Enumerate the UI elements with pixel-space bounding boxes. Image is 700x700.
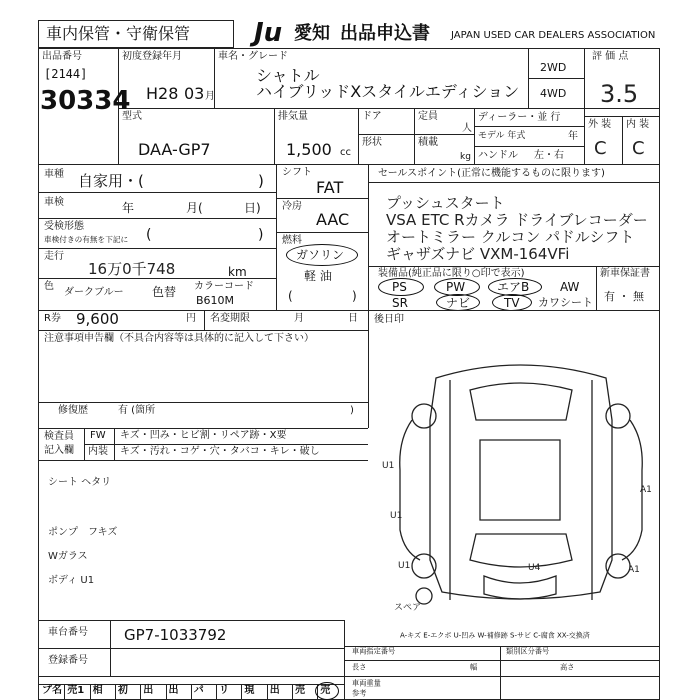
inspector-fw-items: キズ・凹み・ヒビ割・リペア跡・X要 [120,430,287,441]
sales-point-line2: VSA ETC Rカメラ ドライブレコーダー [386,211,648,229]
drive-4wd: 4WD [540,87,567,100]
equipment-label: 装備品(純正品に限り○印で表示) [378,268,525,279]
vehicle-type-label: 類別区分番号 [506,648,550,657]
height-label: 高さ [560,664,575,673]
lot-number: 30334 [40,86,131,116]
load-unit: kg [460,152,471,162]
name-change-month: 月 [294,313,304,324]
usage-label: 車種 [44,169,64,180]
inspection-day: 日) [244,201,261,215]
association-name: JAPAN USED CAR DEALERS ASSOCIATION [451,30,656,41]
dealer-label: ディーラー・並 行 [478,112,561,123]
lot-sub-number: [2144] [44,67,88,81]
load-label: 積載 [418,137,438,148]
reg-number-label: 登録番号 [48,655,88,666]
shift-value: FAT [316,178,344,197]
registration-month: 03 [184,84,205,103]
new-warranty-value: 有 ・ 無 [604,290,644,303]
warranty-sub: 車検付きの有無を下記に [44,235,129,245]
inspection-year: 年 [122,201,135,215]
length-label: 長さ [352,664,367,673]
mileage-label: 走行 [44,251,64,262]
door-label: ドア [362,111,382,122]
displacement-value: 1,500 [286,140,332,159]
footer-stamp-cell: 出 [269,685,280,696]
footer-stamp-cell: 売 [320,685,331,696]
damage-mark-4: U1 [398,561,411,571]
equipment-airbag: エアB [497,280,530,294]
footer-stamp-cell: 売1 [67,685,85,696]
fuel-close: ) [352,289,357,303]
inspector-interior-items: キズ・汚れ・コゲ・穴・タバコ・キレ・破し [120,446,320,457]
recycle-label: R券 [44,313,61,324]
name-change-label: 名変期限 [210,313,250,324]
registration-year: H28 [146,84,179,103]
ac-label: 冷房 [282,201,302,212]
registration-label: 初度登録年月 [122,51,182,62]
inspector-label1: 検査員 [44,431,74,442]
footer-stamp-cell: 売 [295,685,305,696]
ac-value: AAC [316,210,350,229]
type-label: 型式 [122,111,142,122]
usage-close: ) [258,172,264,190]
equipment-aw: AW [560,280,580,294]
inspection-month: 月( [186,201,203,215]
model-label: 車名・グレード [218,51,288,62]
footer-stamp-cell: 初 [117,685,128,696]
warranty-close: ) [258,227,264,243]
handwritten-note-glass: Wガラス [48,551,88,562]
recycle-unit: 円 [186,313,196,324]
footer-stamp-cell: 相 [92,685,103,696]
registration-month-unit: 月 [205,91,215,102]
color-label: 色 [44,281,54,292]
storage-label: 車内保管・守衛保管 [46,24,191,43]
model-year-label: モデル 年式 [478,131,526,141]
footer-stamp-cell: プ名 [42,685,62,696]
interior-value: C [632,138,645,159]
type-value: DAA-GP7 [138,140,211,159]
drive-2wd: 2WD [540,61,567,74]
shape-label: 形状 [362,137,382,148]
name-change-day: 日 [348,313,358,324]
usage-value: 自家用・( [78,172,144,190]
color-code-value: B610M [196,294,235,307]
handle-label: ハンドル [478,150,518,161]
displacement-label: 排気量 [278,111,308,122]
mileage-unit: km [228,265,247,279]
exterior-value: C [594,138,607,159]
repair-close: ) [350,405,354,416]
footer-stamp-cell: リ [219,685,230,696]
vehicle-note-label: 車両指定番号 [352,648,396,657]
equipment-pw: PW [446,280,466,294]
repair-value: 有 (箇所 [118,405,156,416]
footer-stamp-cell: パ [193,685,204,696]
spare-label: スペア [394,603,422,613]
equipment-ps: PS [392,280,407,294]
capacity-label: 定員 [418,111,438,122]
rear-label: 後日印 [374,314,404,325]
shift-label: シフト [282,167,312,178]
rating-label: 評 価 点 [592,51,629,62]
footer-stamp-cell: 出 [143,685,154,696]
diagram-legend: A-キズ E-エクボ U-凹み W-補修跡 S-サビ C-腐食 XX-交換済 [400,632,590,641]
chassis-label: 車台番号 [48,627,88,638]
handle-value: 左・右 [534,150,564,161]
new-warranty-label: 新車保証書 [600,268,650,279]
lot-label: 出品番号 [42,51,82,62]
mileage-value: 16万0千748 [88,260,176,278]
damage-mark-2: U1 [390,511,403,521]
color-value: ダークブルー [64,287,124,298]
damage-mark-6: U4 [528,563,541,573]
inspector-label2: 記入欄 [44,445,74,456]
interior-label: 内 装 [626,119,650,130]
inspector-fw-label: FW [90,430,106,441]
sales-point-line1: プッシュスタート [386,194,505,212]
damage-mark-1: U1 [382,461,395,471]
ju-logo: Ju [254,18,283,48]
handwritten-note-body: ボディ U1 [48,575,95,586]
handwritten-note-bumper: ポンプ フキズ [48,527,118,538]
equipment-navi: ナビ [446,296,471,310]
handwritten-note-seat: シート ヘタリ [48,477,112,488]
org-name: 愛知 [294,23,330,44]
fuel-label: 燃料 [282,235,302,246]
recycle-value: 9,600 [76,310,119,328]
footer-stamp-cell: 出 [168,685,179,696]
capacity-unit: 人 [462,123,472,134]
year-unit: 年 [568,131,578,142]
damage-mark-3: A1 [640,485,652,495]
rating-value: 3.5 [600,80,639,108]
form-title: 出品申込書 [340,23,430,44]
fuel-gas: ガソリン [296,248,345,262]
equipment-tv: TV [504,296,520,310]
model-grade: ハイブリッドXスタイルエディション [256,82,520,101]
color-code-label: カラーコード [194,281,254,292]
displacement-unit: cc [340,147,351,158]
model-name: シャトル [256,66,320,85]
sales-point-line4: ギャザズナビ VXM-164VFi [386,245,570,263]
inspector-interior-label: 内装 [88,446,108,457]
reference-label: 参考 [352,690,367,699]
equipment-sr: SR [392,296,408,310]
vehicle-weight-label: 車両重量 [352,680,381,689]
color-tone-label: 色替 [152,285,177,299]
notes-label: 注意事項申告欄（不具合内容等は具体的に記入して下さい） [44,333,314,344]
warranty-label: 受検形態 [44,221,84,232]
repair-label: 修復歴 [58,405,88,416]
exterior-label: 外 装 [588,119,612,130]
width-label: 幅 [470,664,478,673]
damage-mark-5: A1 [628,565,640,575]
equipment-leather: カワシート [538,296,593,309]
warranty-paren: ( [146,227,152,243]
sales-point-line3: オートミラー クルコン パドルシフト [386,228,635,246]
sales-points-label: セールスポイント(正常に機能するものに限ります) [378,168,605,179]
inspection-label: 車検 [44,197,64,208]
fuel-diesel: 軽 油 [304,269,332,283]
chassis-value: GP7-1033792 [124,626,227,644]
footer-stamp-cell: 現 [244,685,255,696]
fuel-paren: ( [288,289,293,303]
